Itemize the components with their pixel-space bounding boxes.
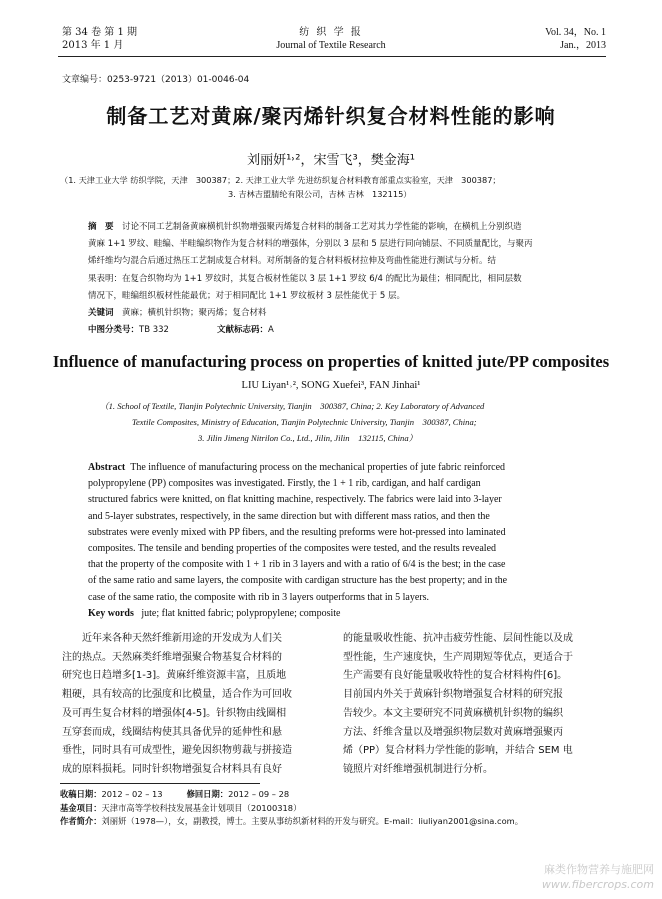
header-date-en: Jan.，2013 xyxy=(560,40,606,51)
title-en: Influence of manufacturing process on properties of knitted jute/PP composites xyxy=(52,352,610,371)
abstract-cn-line: 摘 要 讨论不同工艺制备黄麻横机针织物增强聚丙烯复合材料的制备工艺对其力学性能的影响，在横机上分别织造 xyxy=(88,222,522,232)
abstract-en-line: substrates were evenly mixed with PP fibers, and the resulting preforms were hot-pressed into laminated xyxy=(88,526,506,538)
abstract-en-line: that the property of the composite with 1 + 1 rib in 3 layers and with a ratio of 6/4 is the best; in the case xyxy=(88,559,506,571)
footnote-rule xyxy=(60,783,260,784)
keywords-en xyxy=(88,606,612,622)
keywords-en-text: jute; flat knitted fabric; polypropylene; composite xyxy=(141,607,341,619)
body-line: 及可再生复合材料的增强体[4-5]。针织物由线圈相 xyxy=(62,707,287,719)
classification-cn: 中图分类号：TB 332 文献标志码：A xyxy=(88,325,274,336)
body-left-column xyxy=(62,630,312,780)
body-line: 型性能，生产速度快，生产周期短等优点，更适合于 xyxy=(343,651,573,663)
footnote-author: 作者简介：刘丽妍（1978—），女，副教授，博士。主要从事纺织新材料的开发与研究。E-mail：liuliyan2001@sina.com。 xyxy=(60,816,524,826)
footnote-fund: 基金项目：天津市高等学校科技发展基金计划项目（20100318） xyxy=(60,802,302,813)
document-code: A xyxy=(267,325,274,336)
revised-date: 2012 – 09 – 28 xyxy=(228,789,290,799)
body-line: 注的热点。天然麻类纤维增强聚合物基复合材料的 xyxy=(62,651,282,663)
abstract-cn-line: 情况下，畦编组织板材性能最优；对于相同配比 1+1 罗纹板材 3 层性能优于 5 层。 xyxy=(88,290,405,301)
affiliations-en xyxy=(100,398,620,446)
header-journal-en: Journal of Textile Research xyxy=(276,40,386,51)
body-line: 烯（PP）复合材料力学性能的影响，并结合 SEM 电 xyxy=(343,745,573,757)
article-id: 文章编号：0253-9721（2013）01-0046-04 xyxy=(62,75,250,85)
keywords-cn-label: 关键词 xyxy=(88,308,114,319)
header-vol-en: Vol. 34，No. 1 xyxy=(545,27,606,38)
body-line: 方法、纤维含量以及增强织物层数对黄麻增强聚丙 xyxy=(343,726,563,738)
abstract-en xyxy=(88,460,612,622)
body-line: 粗硬，具有较高的比强度和比模量，适合作为可回收 xyxy=(62,689,292,701)
watermark-url: www.fibercrops.com xyxy=(541,878,654,891)
title-cn: 制备工艺对黄麻/聚丙烯针织复合材料性能的影响 xyxy=(106,104,556,128)
abstract-en-line: case of the same ratio, the composite with rib in 3 layers outperforms that in 5 layers. xyxy=(88,591,430,603)
body-line: 告较少。本文主要研究不同黄麻横机针织物的编织 xyxy=(343,707,563,719)
affiliation-line: 3. Jilin Jimeng Nitrilon Co., Ltd., Jilin, Jilin 132115, China） xyxy=(198,433,418,443)
body-line: 研究也日趋增多[1-3]。黄麻纤维资源丰富，且质地 xyxy=(62,670,287,682)
body-line: 垂性，同时具有可成型性，避免因织物剪裁与拼接造 xyxy=(62,745,292,757)
affiliation-line: （1. 天津工业大学 纺织学院，天津 300387；2. 天津工业大学 先进纺织复合材料教育部重点实验室，天津 300387； xyxy=(60,175,501,185)
header-date-cn: 2013 年 1 月 xyxy=(62,40,124,51)
header-vol-block xyxy=(520,26,606,52)
abstract-en-line: and 5-layer substrates, respectively, in the same direction but with different mass ratios, and then the xyxy=(88,510,490,522)
abstract-en-line: polypropylene (PP) composites was investigated. Firstly, the 1 + 1 rib, cardigan, and half cardigan xyxy=(88,478,481,490)
abstract-en-line: composites. The tensile and bending properties of the composites were tested, and the results revealed xyxy=(88,543,497,555)
abstract-cn-line: 烯纤维均匀混合后通过热压工艺制成复合材料。对所制备的复合材料板材拉伸及弯曲性能进行测试与分析。结 xyxy=(88,256,497,267)
abstract-cn xyxy=(88,219,608,339)
body-line: 生产需要有良好能量吸收特性的复合材料构件[6]。 xyxy=(343,670,568,682)
body-right-column xyxy=(343,630,593,780)
abstract-en-label: Abstract xyxy=(88,462,126,473)
affiliation-line: 3. 吉林吉盟腈纶有限公司，吉林 吉林 132115） xyxy=(228,189,412,199)
footnotes xyxy=(60,788,610,829)
received-date: 2012 – 02 – 13 xyxy=(101,789,163,799)
abstract-en-line: Abstract The influence of manufacturing process on the mechanical properties of jute fabric reinforced xyxy=(88,462,506,473)
body-line: 目前国内外关于黄麻针织物增强复合材料的研究报 xyxy=(343,689,563,701)
body-line: 近年来各种天然纤维新用途的开发成为人们关 xyxy=(82,633,282,644)
abstract-cn-label: 摘 要 xyxy=(88,222,114,232)
authors-en: LIU Liyan¹˒², SONG Xuefei³, FAN Jinhai¹ xyxy=(241,380,421,391)
abstract-en-line: structured fabrics were knitted, on flat knitting machine, respectively. The fabrics were laid into 3-layer xyxy=(88,494,502,506)
footnote-dates: 收稿日期：2012 – 02 – 13 修回日期：2012 – 09 – 28 xyxy=(60,789,290,799)
affiliation-line: （1. School of Textile, Tianjin Polytechnic University, Tianjin 300387, China; 2. Key Laboratory of Advanced xyxy=(100,401,485,411)
watermark-cn: 麻类作物营养与施肥网 xyxy=(544,863,654,876)
abstract-cn-line: 黄麻 1+1 罗纹、畦编、半畦编织物作为复合材料的增强体，分别以 3 层和 5 层进行同向铺层、不同质量配比，与聚丙 xyxy=(88,239,533,250)
body-line: 互穿套而成，线圈结构使其具备优异的延伸性和悬 xyxy=(62,726,282,738)
keywords-cn xyxy=(88,305,608,322)
header-issue-block xyxy=(62,26,137,52)
abstract-cn-line: 果表明：在复合织物均为 1+1 罗纹时，其复合板材性能以 3 层 1+1 罗纹 6/4 的配比为最佳；相同配比，相同层数 xyxy=(88,273,522,284)
header-volume-issue: 第 34 卷 第 1 期 xyxy=(62,27,137,38)
affiliation-line: Textile Composites, Ministry of Education, Tianjin Polytechnic University, Tianjin 300387, China; xyxy=(132,417,477,427)
body-line: 成的原料损耗。同时针织物增强复合材料具有良好 xyxy=(62,763,282,775)
clc-number: TB 332 xyxy=(139,325,169,336)
header-journal-cn: 纺 织 学 报 xyxy=(299,27,363,38)
authors-cn: 刘丽妍¹˒²，宋雪飞³，樊金海¹ xyxy=(247,153,415,168)
abstract-en-line: of the same ratio and same layers, the composite with cardigan structure has the best property; and in the xyxy=(88,575,508,587)
keywords-en-label: Key words xyxy=(88,607,134,619)
header-journal-block xyxy=(231,26,431,52)
keywords-cn-text: 黄麻；横机针织物；聚丙烯；复合材料 xyxy=(122,308,267,319)
affiliations-cn xyxy=(60,173,620,201)
body-line: 镜照片对纤维增强机制进行分析。 xyxy=(343,763,493,775)
header-rule xyxy=(58,56,606,57)
body-line: 的能量吸收性能、抗冲击疲劳性能、层间性能以及成 xyxy=(343,633,573,644)
watermark xyxy=(480,862,654,892)
